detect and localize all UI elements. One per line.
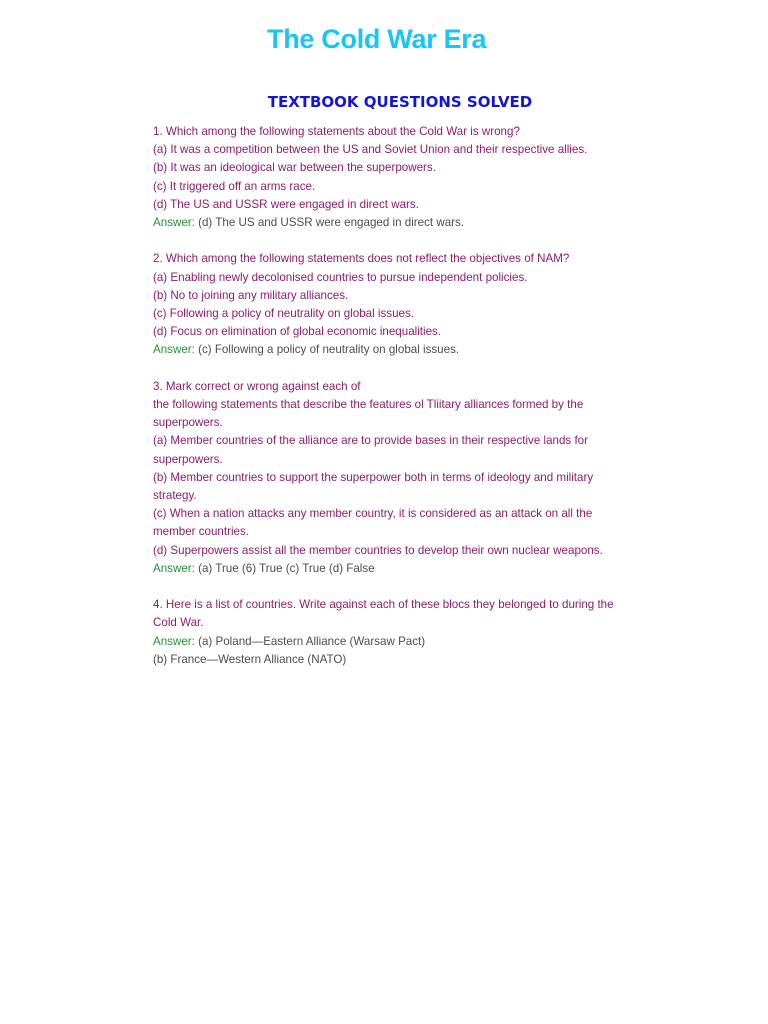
question-line: (a) Member countries of the alliance are to provide bases in their respective lands for superpowers.: [153, 434, 588, 466]
question-line: (c) When a nation attacks any member country, it is considered as an attack on all the member countries.: [153, 507, 593, 539]
answer-text: (d) The US and USSR were engaged in direct wars.: [194, 216, 465, 230]
answer-label: Answer:: [153, 343, 195, 357]
question-line: (b) It was an ideological war between the superpowers.: [153, 161, 436, 175]
question-line: (b) Member countries to support the superpower both in terms of ideology and military strategy.: [153, 470, 594, 503]
question-line: (a) Enabling newly decolonised countries to pursue independent policies.: [153, 270, 528, 284]
question-block: [153, 123, 633, 232]
question-line: (d) The US and USSR were engaged in direct wars.: [153, 197, 419, 211]
section-heading: TEXTBOOK QUESTIONS SOLVED: [267, 93, 533, 111]
question-block: [153, 378, 633, 578]
answer-line: [153, 560, 633, 578]
question-line: the following statements that describe the features ol Tliitary alliances formed by the superpowers.: [153, 398, 584, 430]
question-block: [153, 596, 633, 669]
question-line: (d) Superpowers assist all the member countries to develop their own nuclear weapons.: [153, 543, 603, 557]
question-block: [153, 250, 633, 359]
answer-label: Answer:: [153, 216, 195, 230]
page-title: The Cold War Era: [267, 24, 487, 54]
answer-line: [153, 633, 633, 651]
question-text: 3. Mark correct or wrong against each of: [153, 379, 361, 393]
answer-line: [153, 341, 633, 359]
question-text: 4. Here is a list of countries. Write against each of these blocs they belonged to during the Cold War.: [153, 598, 614, 630]
question-line: (b) No to joining any military alliances.: [153, 288, 349, 302]
answer-text: (c) Following a policy of neutrality on global issues.: [194, 343, 460, 357]
answer-text: (a) Poland—Eastern Alliance (Warsaw Pact): [194, 634, 426, 648]
answer-text: (a) True (6) True (c) True (d) False: [194, 561, 375, 575]
question-line: (d) Focus on elimination of global economic inequalities.: [153, 325, 442, 339]
question-line: (c) It triggered off an arms race.: [153, 179, 316, 193]
answer-line: [153, 214, 633, 232]
question-text: 2. Which among the following statements does not reflect the objectives of NAM?: [153, 252, 570, 266]
answer-continuation: (b) France—Western Alliance (NATO): [153, 652, 347, 666]
answer-label: Answer:: [153, 561, 195, 575]
question-line: (a) It was a competition between the US and Soviet Union and their respective allies.: [153, 143, 588, 157]
question-text: 1. Which among the following statements about the Cold War is wrong?: [153, 125, 520, 138]
answer-label: Answer:: [153, 634, 195, 648]
question-line: (c) Following a policy of neutrality on global issues.: [153, 307, 414, 321]
questions-list: [153, 123, 633, 687]
